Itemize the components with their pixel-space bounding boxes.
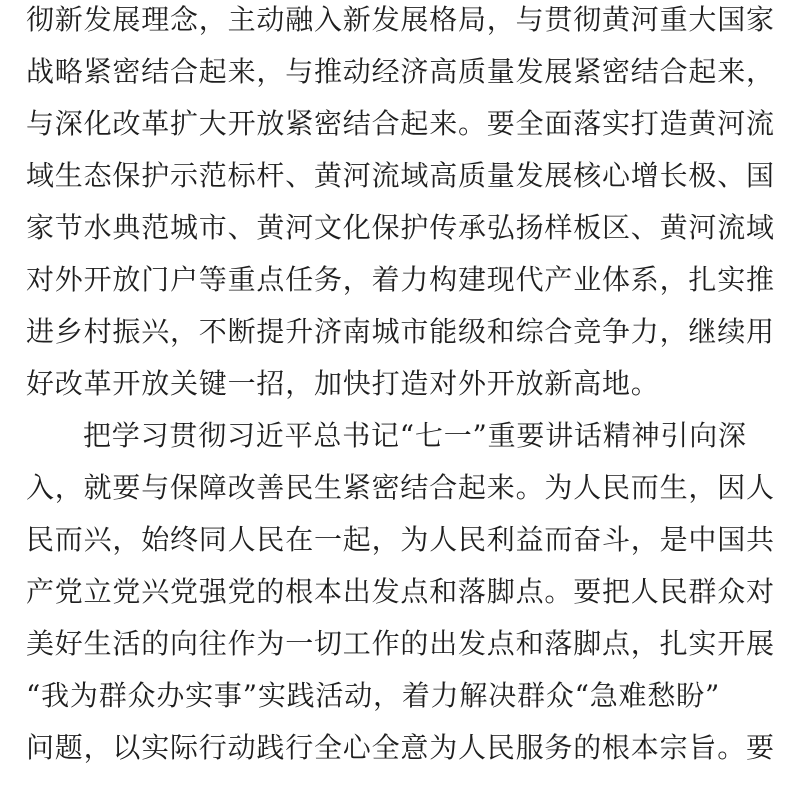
- text-line: 彻新发展理念，主动融入新发展格局，与贯彻黄河重大国家: [26, 3, 775, 36]
- paragraph-1: [26, 0, 786, 410]
- body-text: [26, 0, 786, 774]
- text-line: 战略紧密结合起来，与推动经济高质量发展紧密结合起来，: [26, 55, 775, 88]
- text-line: 进乡村振兴，不断提升济南城市能级和综合竞争力，继续用: [26, 315, 775, 348]
- text-line: 与深化改革扩大开放紧密结合起来。要全面落实打造黄河流: [26, 107, 775, 140]
- text-line: 问题，以实际行动践行全心全意为人民服务的根本宗旨。要: [26, 731, 775, 764]
- text-line: 产党立党兴党强党的根本出发点和落脚点。要把人民群众对: [26, 575, 775, 608]
- text-line: 家节水典范城市、黄河文化保护传承弘扬样板区、黄河流域: [26, 211, 775, 244]
- text-line: 入，就要与保障改善民生紧密结合起来。为人民而生，因人: [26, 471, 775, 504]
- text-line: 域生态保护示范标杆、黄河流域高质量发展核心增长极、国: [26, 159, 775, 192]
- text-line: “我为群众办实事”实践活动，着力解决群众“急难愁盼”: [26, 679, 721, 712]
- text-line: 对外开放门户等重点任务，着力构建现代产业体系，扎实推: [26, 263, 775, 296]
- paragraph-2: [26, 410, 786, 774]
- text-line: 美好生活的向往作为一切工作的出发点和落脚点，扎实开展: [26, 627, 775, 660]
- text-line: 好改革开放关键一招，加快打造对外开放新高地。: [26, 367, 660, 400]
- text-line: 把学习贯彻习近平总书记“七一”重要讲话精神引向深: [83, 419, 747, 452]
- text-line: 民而兴，始终同人民在一起，为人民利益而奋斗，是中国共: [26, 523, 775, 556]
